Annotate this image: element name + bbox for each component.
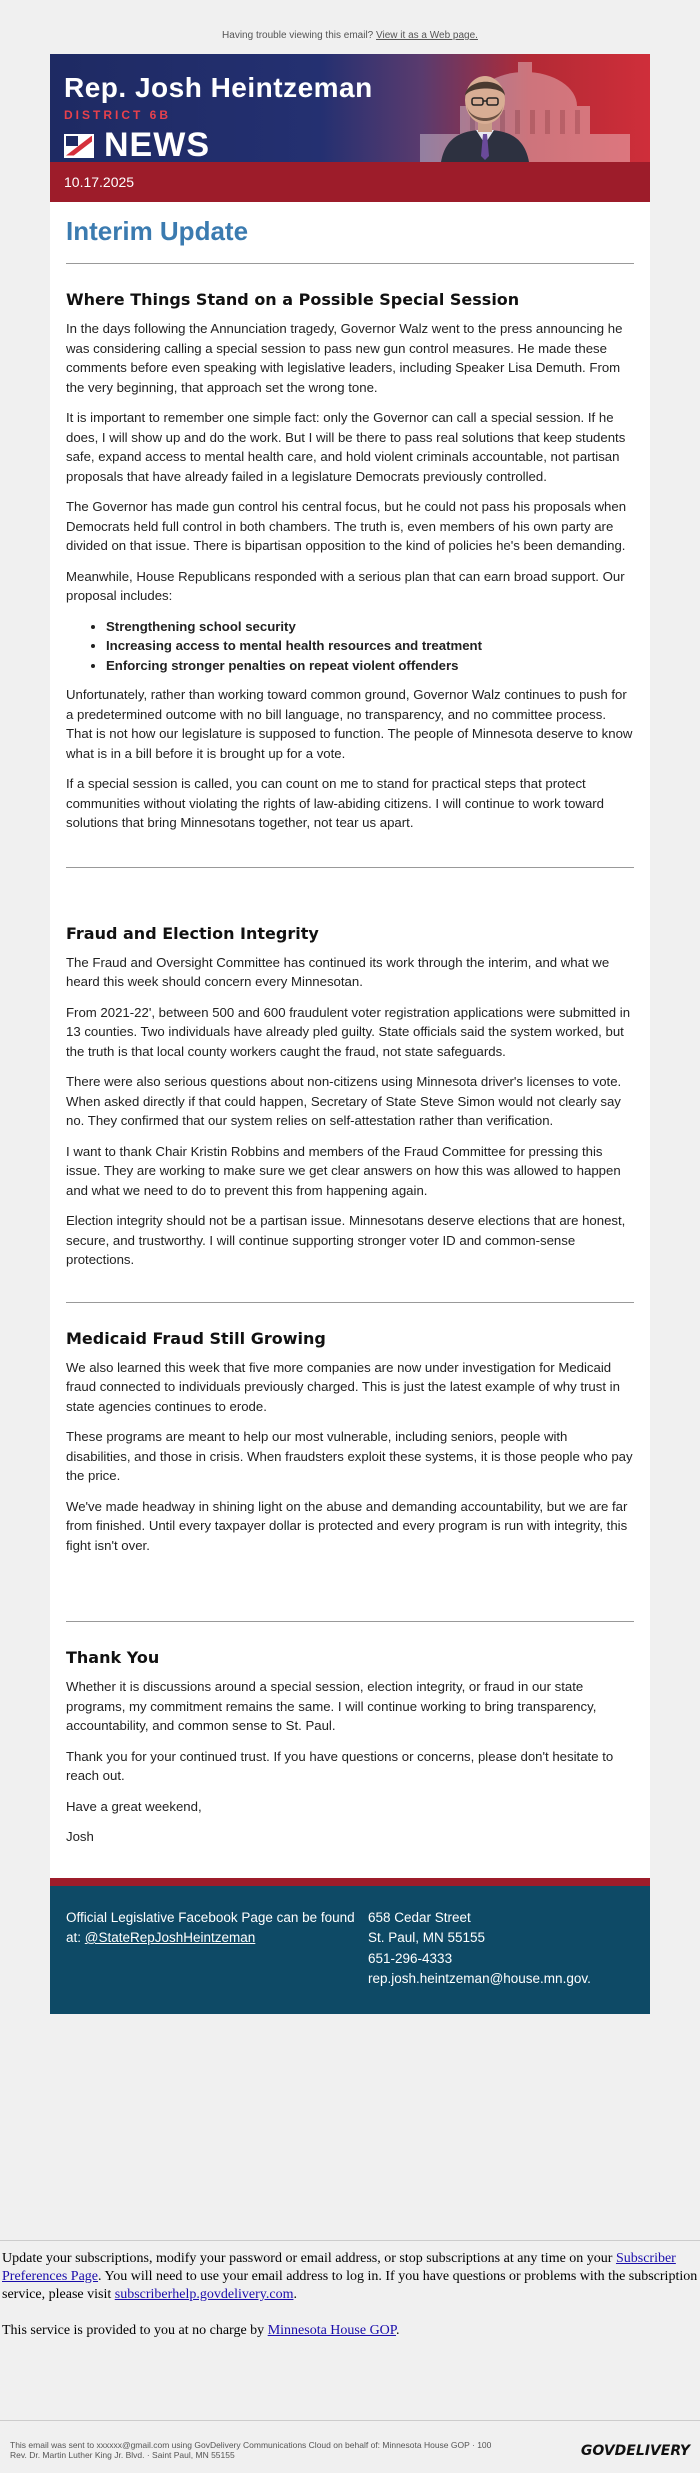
- section-thank-you: [66, 1622, 634, 1878]
- note-text: .: [396, 2323, 400, 2338]
- note-text: This service is provided to you at no charge by: [2, 2323, 265, 2338]
- section-heading: Medicaid Fraud Still Growing: [66, 1328, 326, 1348]
- address-line-2: St. Paul, MN 55155: [368, 1930, 486, 1945]
- phone: 651-296-4333: [368, 1950, 453, 1966]
- fine-print: [10, 2440, 570, 2460]
- note-text: . You will need to use your email address to log in. If you have questions or problems with the subscription service, please visit: [2, 2269, 698, 2302]
- paragraph: It is important to remember one simple fact: only the Governor can call a special session. If he does, I will show up and do the work. But I will be there to pass real solutions that keep students safe, expand access to mental health care, and hold violent criminals accountable, not partisan proposals that have already failed in a legislature Democrats previously controlled.: [66, 410, 626, 484]
- contact-footer: [50, 1878, 650, 2014]
- pretop-bar: [0, 0, 700, 54]
- facebook-info: [66, 1908, 356, 1990]
- main-content: [50, 202, 650, 1878]
- rep-name: Rep. Josh Heintzeman: [64, 72, 373, 103]
- flag-logo-icon: [64, 134, 94, 158]
- govdelivery-logo[interactable]: GOVDELIVERY: [580, 2443, 690, 2459]
- section-heading: Fraud and Election Integrity: [66, 923, 319, 943]
- subscriber-preferences-link[interactable]: Subscriber Preferences Page: [2, 2251, 676, 2284]
- proposal-list: [106, 617, 634, 676]
- paragraph: Meanwhile, House Republicans responded with a serious plan that can earn broad support. Our proposal includes:: [66, 568, 625, 603]
- section-heading: Thank You: [66, 1648, 160, 1667]
- email-address: rep.josh.heintzeman@house.mn.gov.: [368, 1971, 591, 1986]
- paragraph: If a special session is called, you can count on me to stand for practical steps that protect communities without violating the rights of law-abiding citizens. I will continue to work toward solutions that bring Minnesotans together, not tear us apart.: [66, 776, 605, 830]
- paragraph: In the days following the Annunciation tragedy, Governor Walz went to the press announcing he was considering calling a special session to pass new gun control measures. He made these comments before even speaking with legislative leaders, including Speaker Lisa Demuth. From the very beginning, that approach set the wrong tone.: [66, 321, 623, 395]
- subscription-note: [0, 2250, 700, 2358]
- signature: Josh: [66, 1829, 94, 1844]
- news-label: NEWS: [104, 126, 210, 162]
- paragraph: We also learned this week that five more companies are now under investigation for Medicaid fraud connected to individuals previously charged. This is just the latest example of why trust in state agencies continues to erode.: [66, 1359, 620, 1414]
- paragraph: The Governor has made gun control his central focus, but he could not pass his proposals when Democrats held full control in both chambers. The truth is, even members of his own party are divided on that issue. There is bipartisan opposition to the kind of policies he's been demanding.: [66, 499, 627, 553]
- paragraph: Whether it is discussions around a special session, election integrity, or fraud in our state programs, my commitment remains the same. I will continue working to bring transparency, accountability, and common sense to St. Paul.: [66, 1679, 597, 1733]
- paragraph: From 2021-22', between 500 and 600 fraudulent voter registration applications were submitted in 13 counties. Two individuals have already pled guilty. State officials said the system worked, but the truth is that local county workers caught the fraud, not state safeguards.: [66, 1004, 631, 1059]
- email-container: [50, 54, 650, 2014]
- paragraph: We've made headway in shining light on the abuse and demanding accountability, but we are far from finished. Until every taxpayer dollar is protected and every program is run with integrity, this fight isn't over.: [66, 1498, 628, 1553]
- contact-info: [368, 1908, 591, 1990]
- section-medicaid: [66, 1303, 634, 1556]
- paragraph: Have a great weekend,: [66, 1798, 202, 1814]
- pretop-text: Having trouble viewing this email?: [222, 30, 374, 41]
- facebook-line: [66, 1928, 356, 1949]
- paragraph: The Fraud and Oversight Committee has continued its work through the interim, and what we heard this week should concern every Minnesotan.: [66, 954, 610, 989]
- paragraph: I want to thank Chair Kristin Robbins and members of the Fraud Committee for pressing this issue. They are working to make sure we get clear answers on how this was allowed to happen and what we need to do to prevent this from happening again.: [66, 1143, 621, 1198]
- divider: [0, 2420, 700, 2421]
- subscription-paragraph: [2, 2250, 698, 2304]
- paragraph: These programs are meant to help our most vulnerable, including seniors, people with disabilities, and those in crisis. When fraudsters exploit these systems, it is those people who pay the price.: [66, 1429, 633, 1483]
- subscriber-help-link[interactable]: subscriberhelp.govdelivery.com: [114, 2287, 294, 2302]
- district-label: DISTRICT 6B: [64, 108, 172, 122]
- list-item: • Strengthening school security: [106, 617, 634, 637]
- date-bar: 10.17.2025: [50, 162, 650, 202]
- list-item: • Increasing access to mental health resources and treatment: [106, 636, 634, 656]
- note-text: Update your subscriptions, modify your password or email address, or stop subscriptions at any time on your: [2, 2251, 613, 2266]
- page-title: Interim Update: [66, 216, 249, 246]
- rep-portrait: [436, 64, 534, 162]
- view-web-link[interactable]: View it as a Web page.: [376, 30, 478, 41]
- paragraph: Election integrity should not be a partisan issue. Minnesotans deserve elections that are honest, secure, and trustworthy. I will continue supporting stronger voter ID and common-sense protections.: [66, 1213, 626, 1267]
- house-gop-link[interactable]: Minnesota House GOP: [267, 2323, 397, 2338]
- section-fraud: [66, 868, 634, 1270]
- list-item: • Enforcing stronger penalties on repeat violent offenders: [106, 656, 634, 676]
- service-paragraph: [2, 2322, 698, 2340]
- section-special-session: [66, 264, 634, 833]
- section-heading: Where Things Stand on a Possible Special Session: [66, 290, 520, 309]
- address-line-1: 658 Cedar Street: [368, 1909, 471, 1925]
- note-text: .: [293, 2287, 297, 2302]
- facebook-at: at:: [66, 1930, 85, 1945]
- fine-line-2: Rev. Dr. Martin Luther King Jr. Blvd. · Saint Paul, MN 55155: [10, 2450, 235, 2460]
- facebook-text: Official Legislative Facebook Page can be found: [66, 1909, 355, 1925]
- divider: [0, 2240, 700, 2241]
- facebook-link[interactable]: @StateRepJoshHeintzeman: [84, 1930, 256, 1945]
- paragraph: Unfortunately, rather than working toward common ground, Governor Walz continues to push for a predetermined outcome with no bill language, no transparency, and no committee process. That is not how our legislature is supposed to function. The people of Minnesota deserve to know what is in a bill before it is brought up for a vote.: [66, 687, 633, 761]
- paragraph: Thank you for your continued trust. If you have questions or concerns, please don't hesitate to reach out.: [66, 1748, 614, 1783]
- fine-line-1: This email was sent to xxxxxx@gmail.com using GovDelivery Communications Cloud on behalf of: Minnesota House GOP · 100: [10, 2440, 492, 2450]
- banner-text: [64, 72, 373, 162]
- news-row: [64, 126, 373, 162]
- header-banner: [50, 54, 650, 162]
- paragraph: There were also serious questions about non-citizens using Minnesota driver's licenses to vote. When asked directly if that could happen, Secretary of State Steve Simon would not clearly say no. They confirmed that our system relies on self-attestation rather than verification.: [66, 1074, 622, 1128]
